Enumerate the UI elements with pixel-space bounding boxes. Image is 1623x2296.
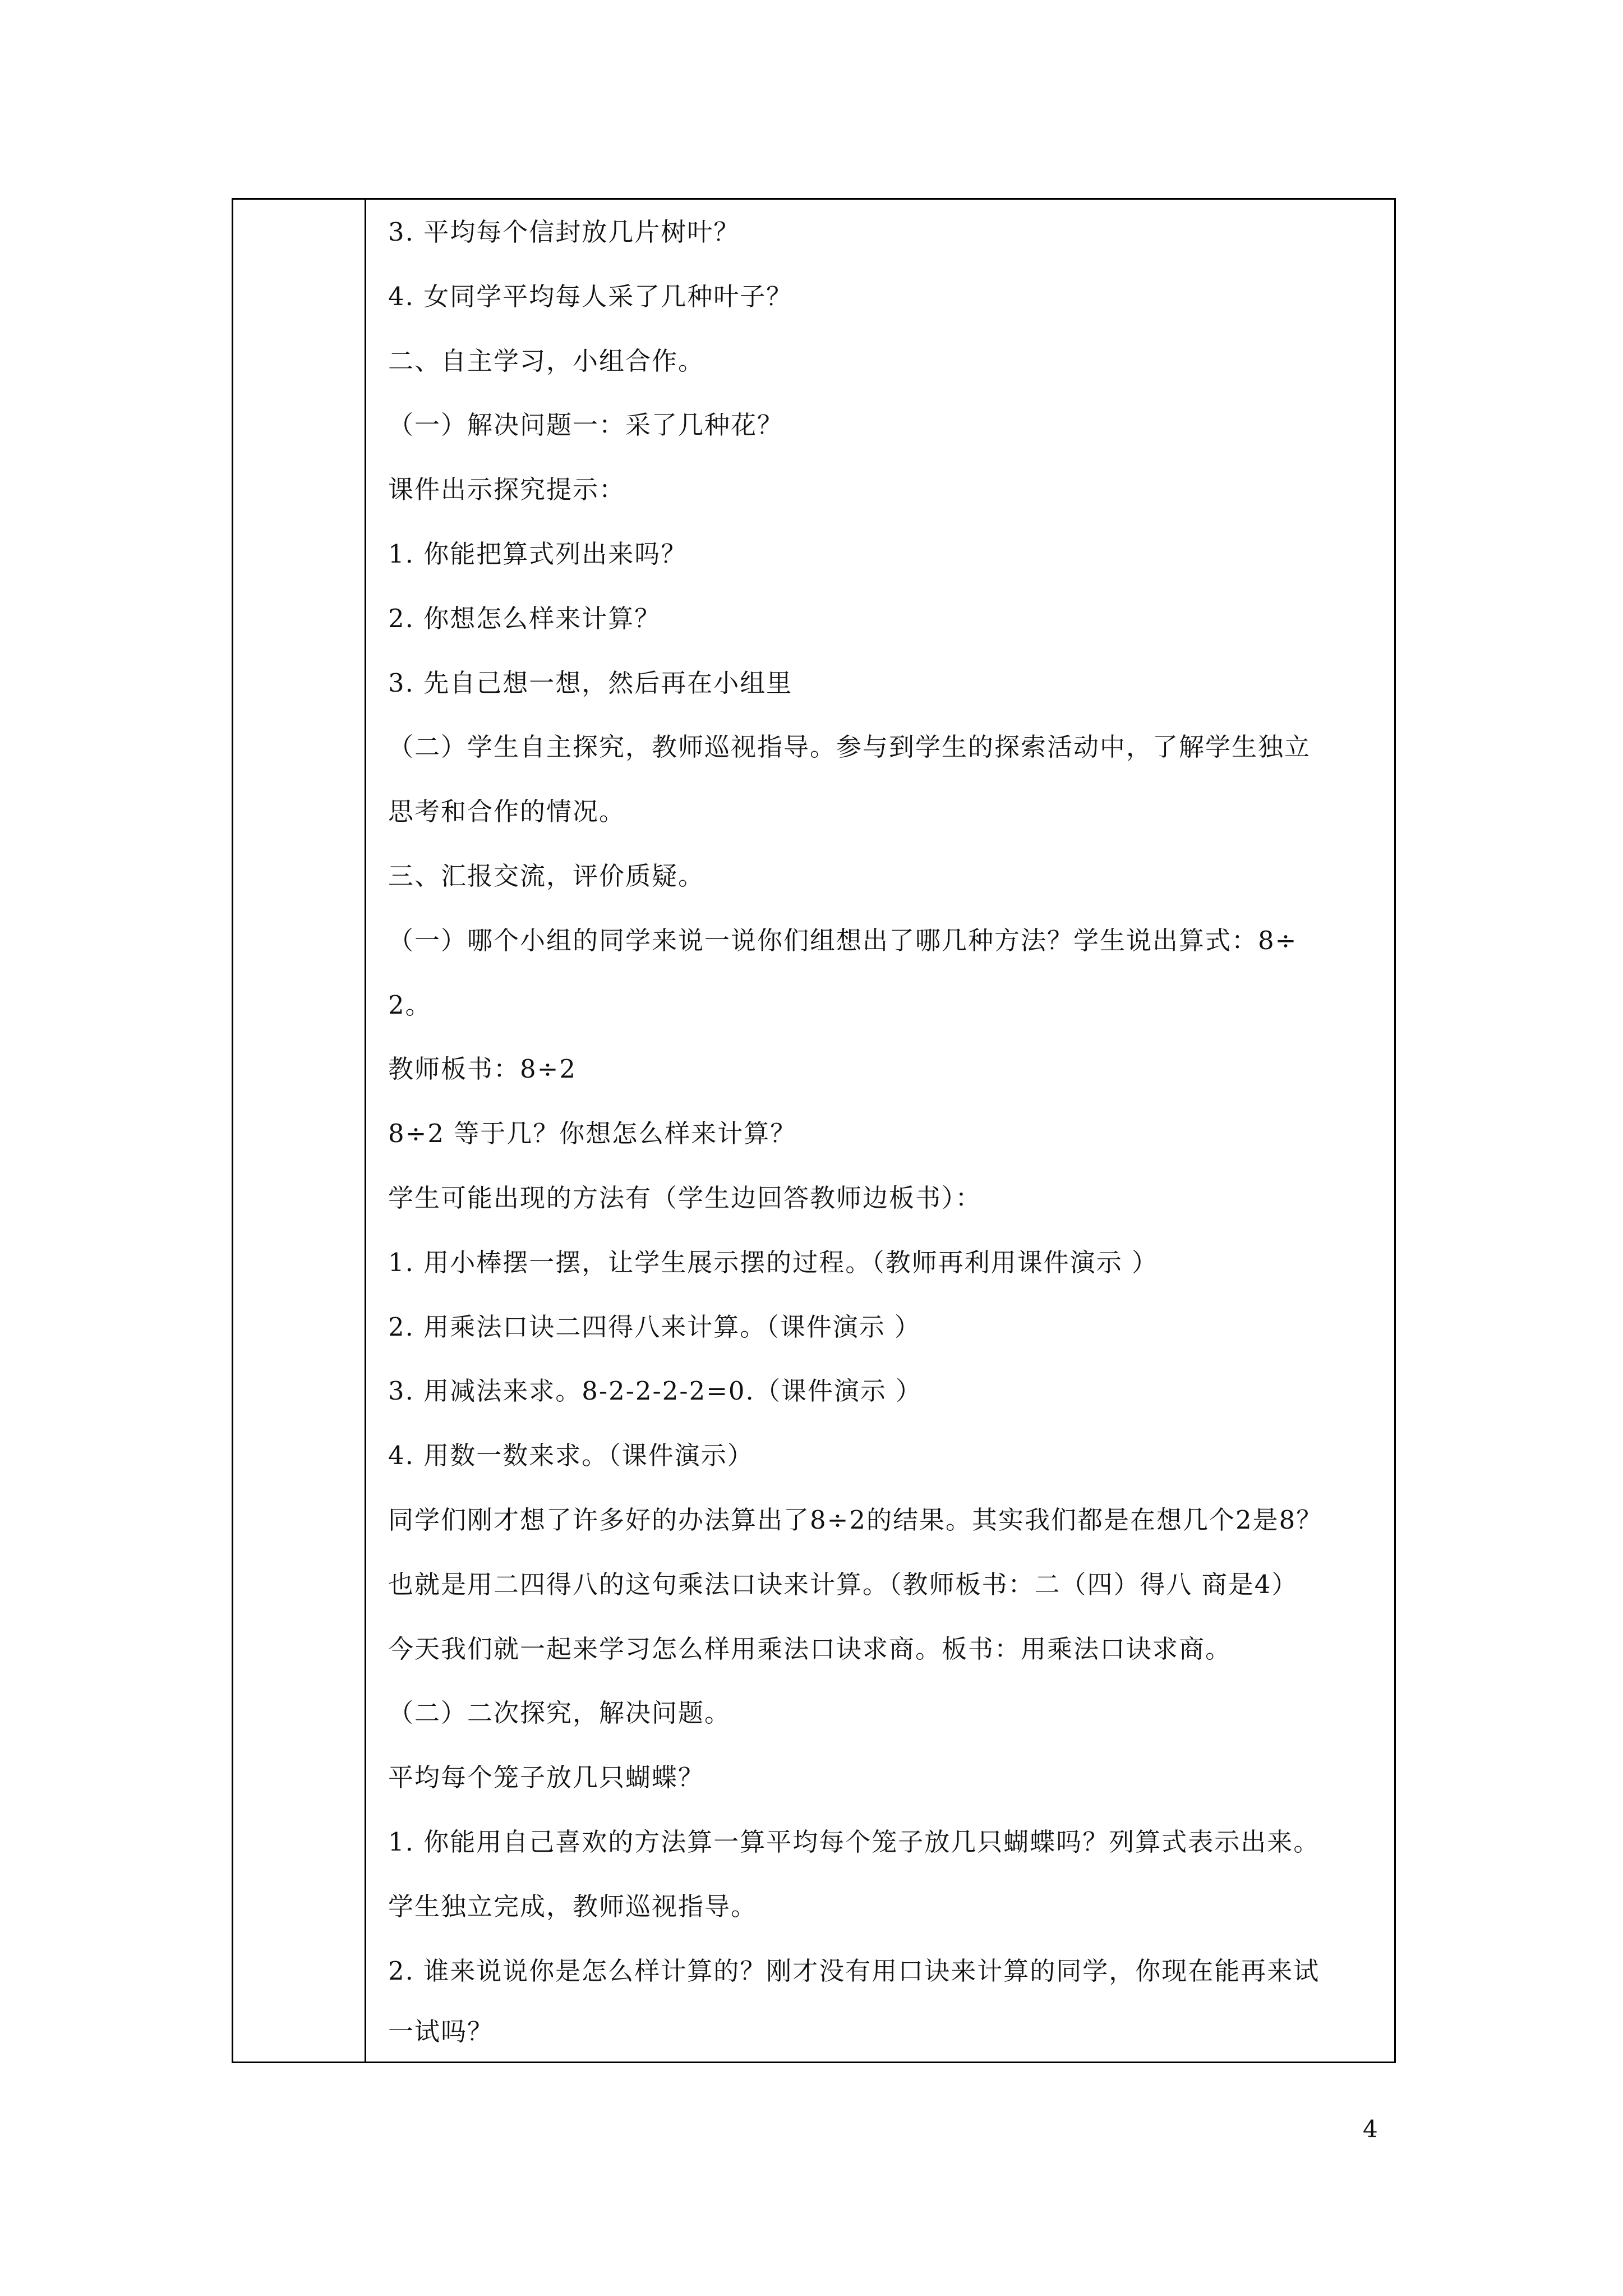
text-line: 一试吗？: [388, 2017, 494, 2046]
lesson-table: [232, 198, 1396, 2063]
text-line: 2. 谁来说说你是怎么样计算的？刚才没有用口诀来计算的同学，你现在能再来试: [388, 1956, 1320, 1986]
text-line: （一）哪个小组的同学来说一说你们组想出了哪几种方法？学生说出算式：8÷: [388, 926, 1298, 955]
page-number: 4: [1363, 2115, 1378, 2143]
text-line: 1. 你能把算式列出来吗？: [388, 539, 688, 569]
text-line: 今天我们就一起来学习怎么样用乘法口诀求商。板书：用乘法口诀求商。: [388, 1634, 1232, 1664]
text-line: 2. 用乘法口诀二四得八来计算。（课件演示 ）: [388, 1312, 921, 1342]
text-line: 2。: [388, 990, 432, 1020]
text-line: 学生独立完成，教师巡视指导。: [388, 1892, 758, 1921]
text-line: 3. 平均每个信封放几片树叶？: [388, 217, 740, 247]
content-column-cell: [366, 200, 1394, 2062]
text-line: 1. 用小棒摆一摆，让学生展示摆的过程。（教师再利用课件演示 ）: [388, 1248, 1159, 1277]
text-line: 同学们刚才想了许多好的办法算出了8÷2的结果。其实我们都是在想几个2是8？: [388, 1505, 1323, 1535]
text-line: （二）二次探究，解决问题。: [388, 1698, 731, 1728]
left-column-cell: [233, 200, 366, 2062]
text-line: 思考和合作的情况。: [388, 797, 626, 826]
text-line: 平均每个笼子放几只蝴蝶？: [388, 1763, 705, 1792]
text-line: 3. 用减法来求。8-2-2-2-2=0.（课件演示 ）: [388, 1376, 923, 1406]
text-line: 8÷2 等于几？你想怎么样来计算？: [388, 1119, 797, 1148]
text-line: 课件出示探究提示：: [388, 475, 626, 504]
text-line: 1. 你能用自己喜欢的方法算一算平均每个笼子放几只蝴蝶吗？列算式表示出来。: [388, 1827, 1320, 1857]
text-line: 4. 用数一数来求。（课件演示）: [388, 1441, 754, 1470]
text-line: 3. 先自己想一想，然后再在小组里: [388, 668, 793, 698]
text-line: 学生可能出现的方法有（学生边回答教师边板书）：: [388, 1183, 982, 1213]
text-line: 教师板书：8÷2: [388, 1054, 577, 1084]
text-line: 2. 你想怎么样来计算？: [388, 604, 661, 633]
text-line: 三、汇报交流，评价质疑。: [388, 861, 705, 891]
text-line: （一）解决问题一：采了几种花？: [388, 410, 784, 440]
text-line: 也就是用二四得八的这句乘法口诀来计算。（教师板书：二（四）得八 商是4）: [388, 1570, 1298, 1599]
text-line: 4. 女同学平均每人采了几种叶子？: [388, 282, 793, 311]
text-line: 二、自主学习，小组合作。: [388, 346, 705, 376]
text-line: （二）学生自主探究，教师巡视指导。参与到学生的探索活动中，了解学生独立: [388, 732, 1311, 762]
